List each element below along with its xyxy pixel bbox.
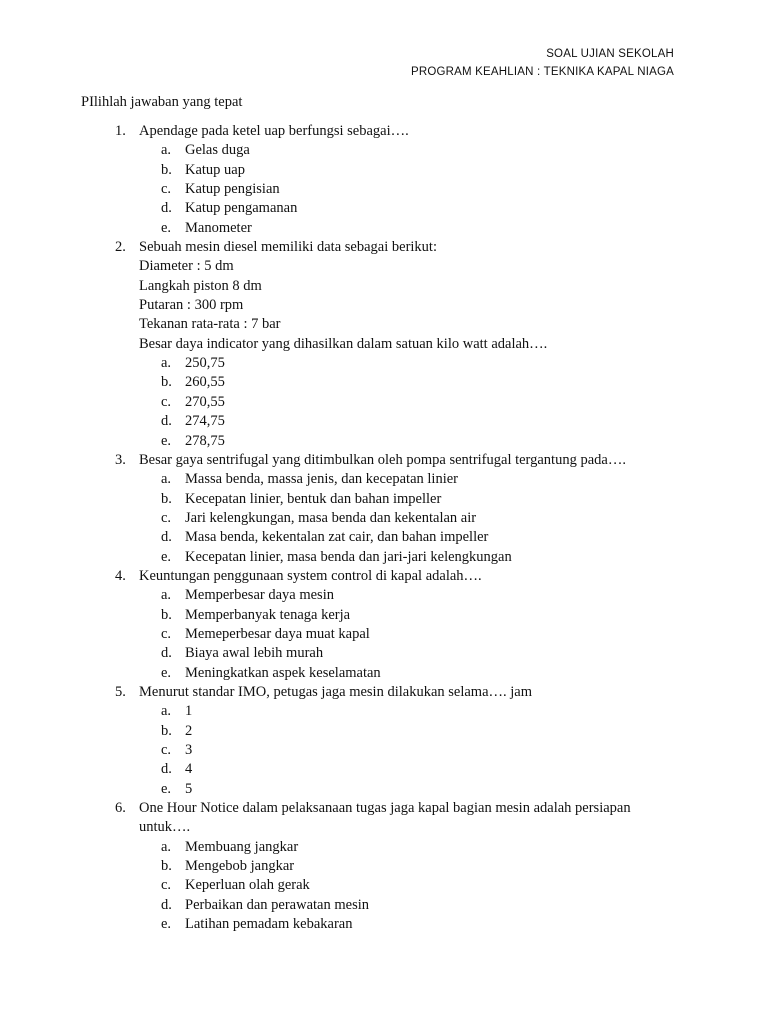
answer-option [139,780,699,799]
option-letter: b. [161,490,172,507]
answer-option [139,838,699,857]
option-text: Membuang jangkar [185,838,299,855]
option-text: Katup pengamanan [185,200,298,217]
question-item [0,567,699,683]
option-letter: c. [161,877,172,894]
question-text-line: Langkah piston 8 dm [139,277,262,294]
answer-option [139,528,699,547]
answer-options [139,354,699,451]
question-item [0,122,699,238]
option-letter: b. [161,374,172,391]
answer-option [139,586,699,605]
option-text: Biaya awal lebih murah [185,645,324,662]
answer-options [139,470,699,567]
option-letter: b. [161,858,172,875]
option-letter: a. [161,587,172,604]
option-text: Memperbesar daya mesin [185,587,334,604]
option-letter: a. [161,703,172,720]
answer-option [139,412,699,431]
option-text: Memeperbesar daya muat kapal [185,625,370,642]
option-letter: e. [161,548,172,565]
question-text [139,799,699,838]
option-text: 270,55 [185,393,225,410]
option-text: Gelas duga [185,142,250,159]
answer-option [139,664,699,683]
option-text: Latihan pemadam kebakaran [185,916,353,933]
option-letter: b. [161,161,172,178]
question-number: 4. [115,567,126,584]
option-letter: a. [161,142,172,159]
answer-options [139,838,699,935]
question-item [0,683,699,799]
option-text: Kecepatan linier, bentuk dan bahan impeller [185,490,442,507]
option-letter: e. [161,664,172,681]
question-text [139,451,699,470]
header-title: SOAL UJIAN SEKOLAH [546,48,674,60]
option-letter: d. [161,896,172,913]
answer-option [139,722,699,741]
option-text: 4 [185,761,193,778]
question-item [0,799,699,934]
question-text-line: Apendage pada ketel uap berfungsi sebagai…. [139,123,409,139]
question-number: 2. [115,239,126,256]
answer-option [139,548,699,567]
answer-option [139,857,699,876]
option-text: Masa benda, kekentalan zat cair, dan bahan impeller [185,529,489,546]
answer-option [139,625,699,644]
option-text: Keperluan olah gerak [185,877,310,894]
option-letter: a. [161,355,172,372]
option-letter: c. [161,393,172,410]
question-text-line: Sebuah mesin diesel memiliki data sebagai berikut: [139,239,437,256]
option-text: Manometer [185,219,252,236]
answer-option [139,509,699,528]
answer-option [139,141,699,160]
question-text-line: Diameter : 5 dm [139,258,234,275]
question-item [0,238,699,451]
answer-option [139,199,699,218]
option-text: 2 [185,722,193,739]
answer-option [139,432,699,451]
answer-option [139,373,699,392]
question-text-line: Tekanan rata-rata : 7 bar [139,316,281,333]
question-text-line: Besar daya indicator yang dihasilkan dalam satuan kilo watt adalah…. [139,335,548,352]
option-text: 260,55 [185,374,225,391]
answer-option [139,393,699,412]
answer-options [139,702,699,799]
answer-option [139,161,699,180]
question-number: 1. [115,123,126,139]
answer-option [139,644,699,663]
answer-option [139,702,699,721]
option-letter: d. [161,529,172,546]
answer-option [139,876,699,895]
option-text: Perbaikan dan perawatan mesin [185,896,369,913]
option-letter: b. [161,722,172,739]
header-program: PROGRAM KEAHLIAN : TEKNIKA KAPAL NIAGA [410,66,674,78]
answer-option [139,490,699,509]
question-text [139,683,699,702]
answer-option [139,470,699,489]
option-letter: d. [161,200,172,217]
option-text: 5 [185,780,193,797]
option-letter: e. [161,219,172,236]
question-text [139,122,699,141]
option-text: Meningkatkan aspek keselamatan [185,664,381,681]
option-letter: e. [161,780,172,797]
question-item [0,451,699,567]
answer-option [139,896,699,915]
option-text: Memperbanyak tenaga kerja [185,606,351,623]
option-text: 274,75 [185,413,225,430]
question-list [0,122,768,934]
answer-option [139,180,699,199]
option-text: Mengebob jangkar [185,858,295,875]
question-number: 3. [115,451,126,468]
option-text: Katup uap [185,161,245,178]
question-number: 5. [115,683,126,700]
question-text-line: Keuntungan penggunaan system control di kapal adalah…. [139,567,482,584]
option-letter: e. [161,916,172,933]
answer-options [139,141,699,238]
option-text: 250,75 [185,355,225,372]
instruction-text: PIlihlah jawaban yang tepat [81,94,243,110]
document-header [411,45,674,81]
answer-option [139,915,699,934]
option-letter: d. [161,645,172,662]
question-text [139,567,699,586]
option-text: Kecepatan linier, masa benda dan jari-jari kelengkungan [185,548,512,565]
option-letter: e. [161,432,172,449]
option-letter: a. [161,838,172,855]
question-text-line: Besar gaya sentrifugal yang ditimbulkan oleh pompa sentrifugal tergantung pada…. [139,451,626,468]
option-letter: a. [161,471,172,488]
question-text [139,238,699,354]
answer-option [139,219,699,238]
answer-option [139,354,699,373]
question-text-line: Putaran : 300 rpm [139,297,244,314]
answer-option [139,606,699,625]
option-letter: c. [161,509,172,526]
option-text: 278,75 [185,432,225,449]
option-letter: c. [161,625,172,642]
answer-options [139,586,699,683]
question-text-line: untuk…. [139,819,191,836]
answer-option [139,741,699,760]
option-letter: d. [161,413,172,430]
question-text-line: Menurut standar IMO, petugas jaga mesin dilakukan selama…. jam [139,683,533,700]
option-letter: c. [161,181,172,198]
option-text: 1 [185,703,193,720]
option-letter: d. [161,761,172,778]
option-letter: b. [161,606,172,623]
option-letter: c. [161,742,172,758]
question-text-line: One Hour Notice dalam pelaksanaan tugas jaga kapal bagian mesin adalah persiapan [139,800,631,817]
option-text: Katup pengisian [185,181,280,198]
answer-option [139,760,699,779]
option-text: 3 [185,742,193,758]
question-number: 6. [115,800,126,817]
option-text: Jari kelengkungan, masa benda dan kekentalan air [185,509,477,526]
option-text: Massa benda, massa jenis, dan kecepatan linier [185,471,458,488]
